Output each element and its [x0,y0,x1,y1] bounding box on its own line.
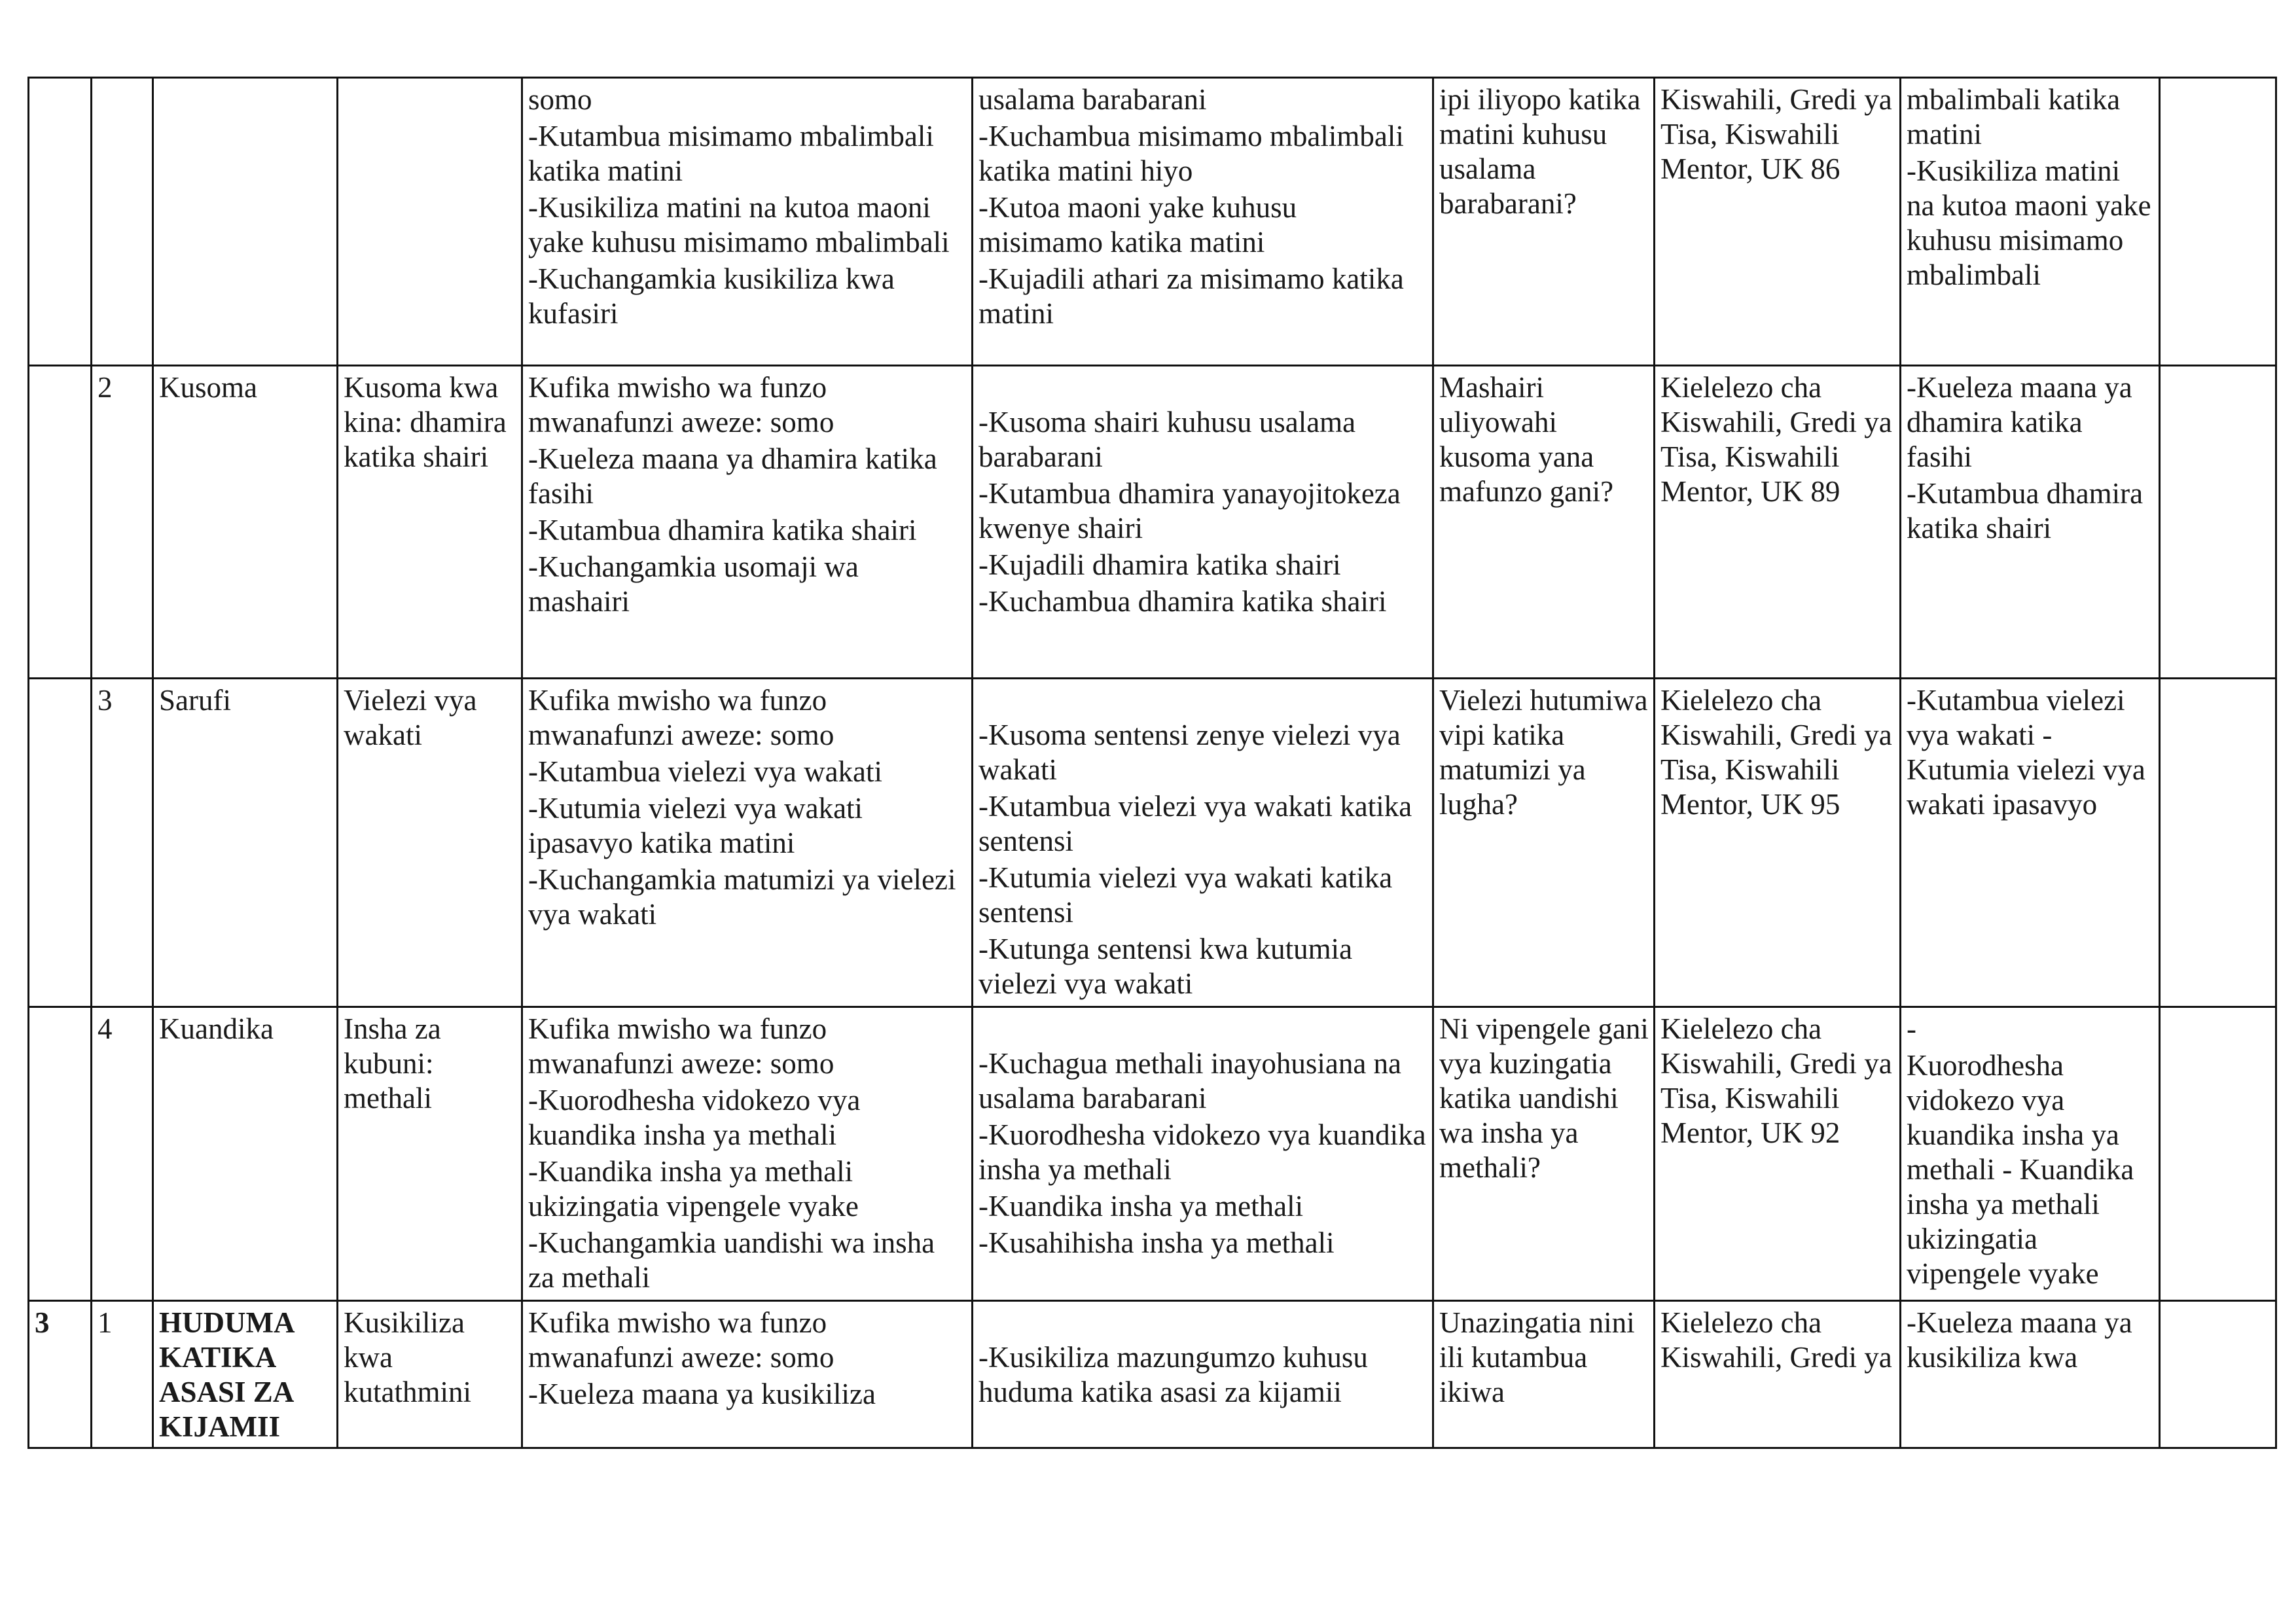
learning-outcomes-cell [522,1301,973,1448]
cell-line: -Kusikiliza matini na kutoa maoni yake kuhusu misimamo mbalimbali [1907,154,2151,291]
cell-line: -Kujadili athari za misimamo katika matini [978,262,1404,330]
assessment-cell [1901,78,2160,366]
cell-line: somo [528,83,592,116]
lesson-cell: 4 [92,1007,153,1301]
key-inquiry-question-cell: Mashairi uliyowahi kusoma yana mafunzo gani? [1433,366,1655,679]
cell-line: -Kuorodhesha vidokezo vya kuandika insha ya methali [528,1084,861,1151]
learning-experiences-cell [973,679,1433,1007]
lesson-cell [92,78,153,366]
substrand-cell: Vielezi vya wakati [338,679,522,1007]
cell-line: -Kutunga sentensi kwa kutumia vielezi vya wakati [978,933,1353,1000]
lesson-cell: 1 [92,1301,153,1448]
cell-line: - [1907,1012,1916,1045]
strand-cell: Sarufi [153,679,338,1007]
lesson-cell: 3 [92,679,153,1007]
learning-resources-cell: Kielelezo cha Kiswahili, Gredi ya Tisa, Kiswahili Mentor, UK 92 [1655,1007,1901,1301]
spacer [978,683,1428,718]
cell-line: Kufika mwisho wa funzo mwanafunzi aweze: somo [528,371,834,438]
learning-resources-cell: Kiswahili, Gredi ya Tisa, Kiswahili Mentor, UK 86 [1655,78,1901,366]
learning-experiences-cell [973,1301,1433,1448]
table-row [29,1301,2276,1448]
cell-line: -Kuandika insha ya methali [978,1190,1304,1222]
cell-line: -Kuchangamkia kusikiliza kwa kufasiri [528,262,895,330]
cell-line: -Kutambua misimamo mbalimbali katika matini [528,120,934,187]
cell-line: -Kusikiliza matini na kutoa maoni yake kuhusu misimamo mbalimbali [528,191,950,259]
scheme-of-work-table [27,77,2277,1449]
learning-experiences-cell [973,1007,1433,1301]
remarks-cell [2160,366,2276,679]
assessment-cell [1901,366,2160,679]
cell-line: -Kutoa maoni yake kuhusu misimamo katika matini [978,191,1297,259]
spacer [978,1012,1428,1046]
remarks-cell [2160,1007,2276,1301]
table-row [29,78,2276,366]
week-cell [29,366,92,679]
cell-line: Kufika mwisho wa funzo mwanafunzi aweze: somo [528,1012,834,1080]
key-inquiry-question-cell: Ni vipengele gani vya kuzingatia katika uandishi wa insha ya methali? [1433,1007,1655,1301]
cell-line: Kufika mwisho wa funzo mwanafunzi aweze: somo [528,684,834,751]
cell-line: -Kuchangamkia uandishi wa insha za methali [528,1226,935,1294]
key-inquiry-question-cell: ipi iliyopo katika matini kuhusu usalama barabarani? [1433,78,1655,366]
learning-outcomes-cell [522,366,973,679]
strand-cell: HUDUMA KATIKA ASASI ZA KIJAMII [153,1301,338,1448]
table-body [29,78,2276,1448]
lesson-cell: 2 [92,366,153,679]
cell-line: Kuorodhesha vidokezo vya kuandika insha ya methali - Kuandika insha ya methali ukizingatia vipengele vyake [1907,1049,2134,1290]
table-row [29,1007,2276,1301]
substrand-cell [338,78,522,366]
table-row [29,366,2276,679]
cell-line: -Kusoma sentensi zenye vielezi vya wakati [978,719,1401,786]
cell-line: -Kueleza maana ya dhamira katika fasihi [528,442,937,510]
learning-outcomes-cell [522,78,973,366]
week-cell [29,78,92,366]
cell-line: -Kueleza maana ya kusikiliza [528,1378,876,1410]
learning-experiences-cell [973,366,1433,679]
cell-line: -Kuandika insha ya methali ukizingatia vipengele vyake [528,1155,859,1222]
learning-resources-cell: Kielelezo cha Kiswahili, Gredi ya Tisa, Kiswahili Mentor, UK 95 [1655,679,1901,1007]
learning-experiences-cell [973,78,1433,366]
cell-line: -Kutambua dhamira yanayojitokeza kwenye shairi [978,477,1401,544]
spacer [978,1306,1428,1340]
learning-outcomes-cell [522,679,973,1007]
cell-line: usalama barabarani [978,83,1207,116]
week-cell [29,679,92,1007]
spacer [978,370,1428,405]
cell-line: -Kueleza maana ya kusikiliza kwa [1907,1306,2132,1374]
key-inquiry-question-cell: Unazingatia nini ili kutambua ikiwa [1433,1301,1655,1448]
strand-cell [153,78,338,366]
cell-line: -Kuchambua misimamo mbalimbali katika matini hiyo [978,120,1404,187]
cell-line: -Kuchambua dhamira katika shairi [978,585,1387,618]
remarks-cell [2160,78,2276,366]
substrand-cell: Insha za kubuni: methali [338,1007,522,1301]
week-cell [29,1007,92,1301]
cell-line: -Kutambua dhamira katika shairi [1907,477,2144,544]
cell-line: -Kutumia vielezi vya wakati ipasavyo katika matini [528,792,863,859]
table-row [29,679,2276,1007]
week-cell: 3 [29,1301,92,1448]
cell-line: mbalimbali katika matini [1907,83,2121,151]
assessment-cell [1901,679,2160,1007]
learning-outcomes-cell [522,1007,973,1301]
cell-line: -Kutambua vielezi vya wakati [528,755,883,788]
cell-line: -Kuchangamkia matumizi ya vielezi vya wakati [528,863,956,931]
cell-line: -Kutambua vielezi vya wakati katika sentensi [978,790,1412,857]
cell-line: -Kueleza maana ya dhamira katika fasihi [1907,371,2132,473]
cell-line: -Kujadili dhamira katika shairi [978,548,1341,581]
cell-line: Kufika mwisho wa funzo mwanafunzi aweze: somo [528,1306,834,1374]
cell-line: -Kuchagua methali inayohusiana na usalama barabarani [978,1047,1402,1115]
assessment-cell [1901,1301,2160,1448]
learning-resources-cell: Kielelezo cha Kiswahili, Gredi ya [1655,1301,1901,1448]
substrand-cell: Kusoma kwa kina: dhamira katika shairi [338,366,522,679]
cell-line: -Kuorodhesha vidokezo vya kuandika insha ya methali [978,1118,1426,1186]
cell-line: -Kutumia vielezi vya wakati katika sentensi [978,861,1393,929]
cell-line: -Kutambua dhamira katika shairi [528,514,917,546]
cell-line: -Kuchangamkia usomaji wa mashairi [528,550,859,618]
cell-line: -Kusikiliza mazungumzo kuhusu huduma katika asasi za kijamii [978,1341,1368,1408]
cell-line: -Kutambua vielezi vya wakati - Kutumia vielezi vya wakati ipasavyo [1907,684,2145,821]
substrand-cell: Kusikiliza kwa kutathmini [338,1301,522,1448]
key-inquiry-question-cell: Vielezi hutumiwa vipi katika matumizi ya lugha? [1433,679,1655,1007]
remarks-cell [2160,679,2276,1007]
remarks-cell [2160,1301,2276,1448]
strand-cell: Kusoma [153,366,338,679]
strand-cell: Kuandika [153,1007,338,1301]
cell-line: -Kusahihisha insha ya methali [978,1226,1335,1259]
cell-line: -Kusoma shairi kuhusu usalama barabarani [978,406,1356,473]
learning-resources-cell: Kielelezo cha Kiswahili, Gredi ya Tisa, Kiswahili Mentor, UK 89 [1655,366,1901,679]
assessment-cell [1901,1007,2160,1301]
